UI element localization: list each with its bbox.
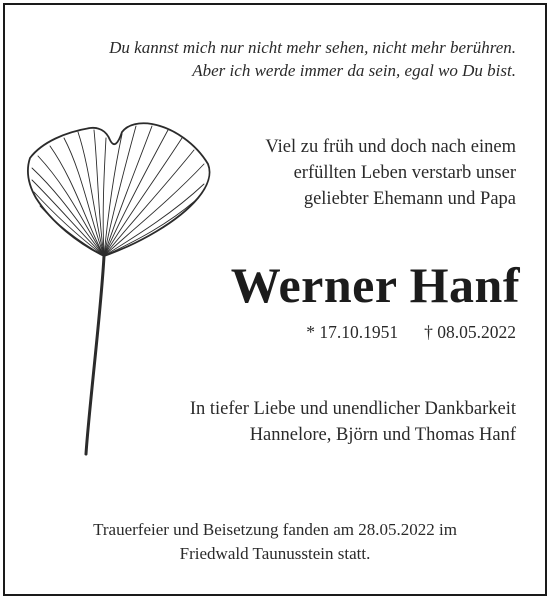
intro-block: [196, 134, 516, 212]
life-dates: [306, 321, 516, 343]
intro-line-1: Viel zu früh und doch nach einem: [265, 137, 516, 157]
mourners-line-2: Hannelore, Björn und Thomas Hanf: [249, 425, 516, 445]
ceremony-line-1: Trauerfeier und Beisetzung fanden am 28.05.2022 im: [93, 520, 457, 539]
mourners-line-1: In tiefer Liebe und unendlicher Dankbarkeit: [189, 399, 516, 419]
ceremony-line-2: Friedwald Taunusstein statt.: [179, 544, 371, 563]
death-date: † 08.05.2022: [424, 322, 516, 342]
quote-line-2: Aber ich werde immer da sein, egal wo Du bist.: [192, 61, 516, 80]
intro-line-2: erfüllten Leben verstarb unser: [293, 163, 516, 183]
birth-date: * 17.10.1951: [306, 322, 399, 342]
deceased-name: Werner Hanf: [230, 257, 520, 313]
quote-line-1: Du kannst mich nur nicht mehr sehen, nicht mehr berühren.: [109, 38, 516, 57]
ceremony-notice: [0, 518, 550, 566]
intro-line-3: geliebter Ehemann und Papa: [303, 189, 516, 209]
mourners-block: [96, 396, 516, 448]
quote-block: [36, 36, 516, 82]
